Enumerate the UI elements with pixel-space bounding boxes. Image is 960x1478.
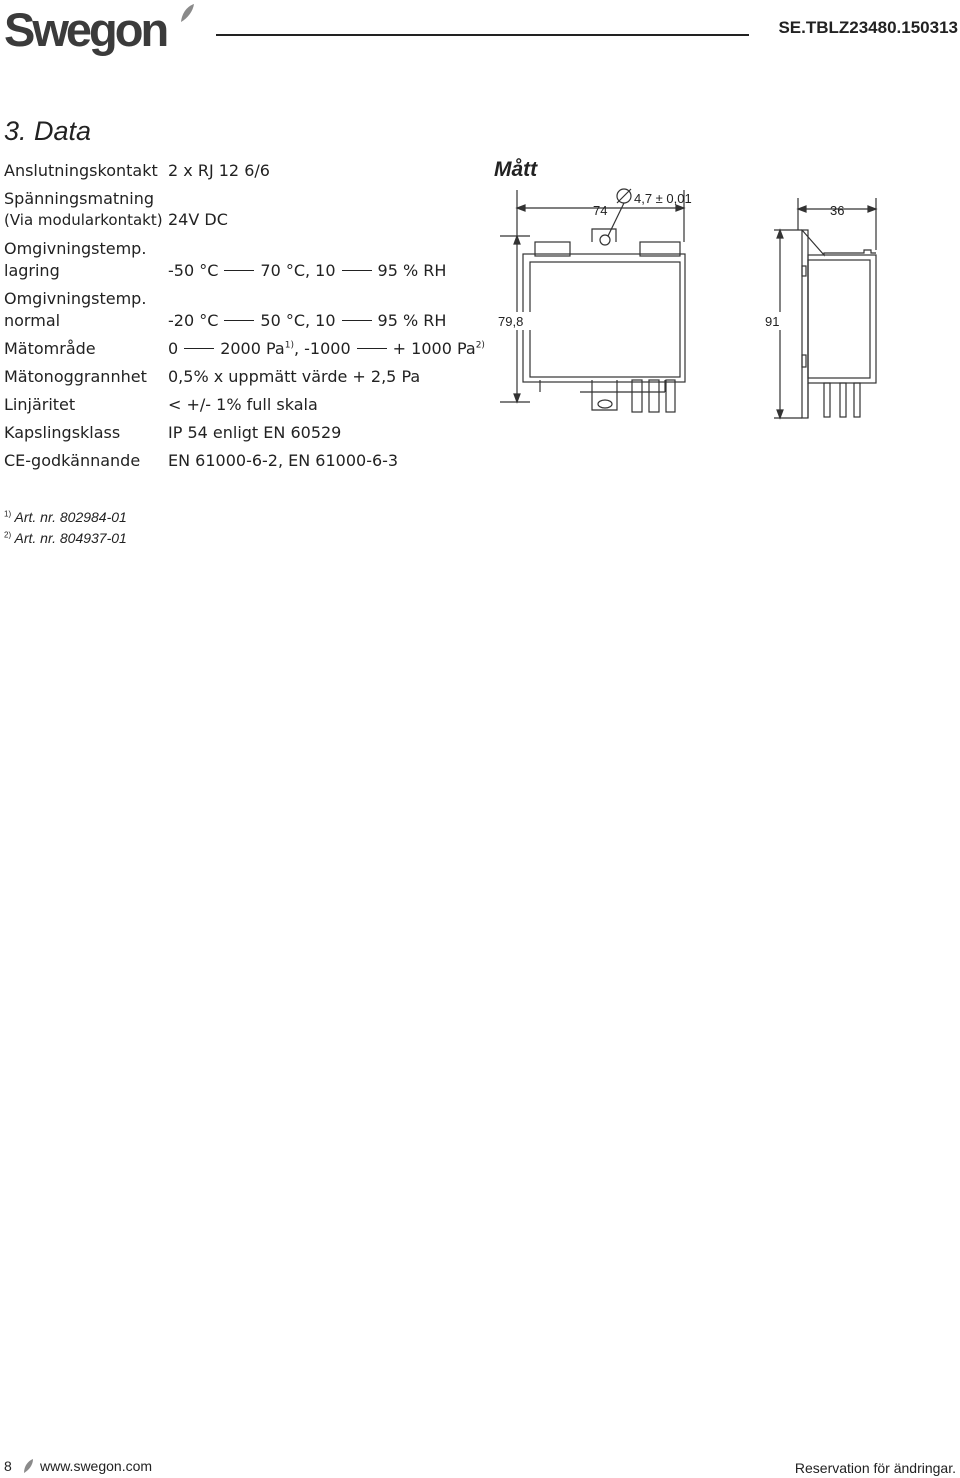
dim-side-height-label: 91 [765, 314, 780, 329]
section-title: 3. Data [4, 116, 92, 146]
website-link[interactable]: www.swegon.com [40, 1458, 153, 1474]
spec-label: Mätområde [4, 339, 96, 358]
spec-label: Mätonoggrannhet [4, 367, 147, 386]
spec-value: -50 °C 70 °C, 10 95 % RH [168, 261, 447, 280]
dim-front-height-label: 79,8 [498, 314, 524, 329]
footnote: $^{1)}$ Art. nr. 802984-01 [4, 509, 127, 525]
leaf-icon [22, 1458, 34, 1474]
spec-label-sub: (Via modularkontakt) [4, 211, 163, 229]
spec-label: Omgivningstemp. [4, 239, 147, 258]
dimension-drawing [490, 180, 910, 430]
spec-label: Anslutningskontakt [4, 161, 158, 180]
spec-value: 0 2000 Pa$^{1)}$, -1000 + 1000 Pa$^{2)}$ [168, 339, 485, 358]
spec-value: EN 61000-6-2, EN 61000-6-3 [168, 451, 399, 470]
spec-value: IP 54 enligt EN 60529 [168, 423, 342, 442]
spec-value: 0,5% x uppmätt värde + 2,5 Pa [168, 367, 421, 386]
spec-label: Linjäritet [4, 395, 76, 414]
footer-note: Reservation för ändringar. [794, 1460, 956, 1476]
dimensions-title: Mått [494, 158, 538, 181]
spec-label-sub: lagring [4, 261, 60, 280]
spec-value: < +/- 1% full skala [168, 395, 318, 414]
spec-label: CE-godkännande [4, 451, 141, 470]
spec-value: 24V DC [168, 210, 228, 229]
dim-width-label: 74 [593, 203, 608, 218]
page-number: 8 [4, 1458, 12, 1474]
footnote: $^{2)}$ Art. nr. 804937-01 [4, 530, 127, 546]
spec-value: 2 x RJ 12 6/6 [168, 161, 270, 180]
dim-depth-label: 36 [830, 203, 845, 218]
spec-label: Spänningsmatning [4, 189, 155, 208]
header-rule [216, 34, 749, 36]
document-code: SE.TBLZ23480.150313 [778, 18, 958, 37]
leaf-icon [178, 2, 196, 24]
dim-hole-label: 4,7 ± 0,01 [634, 191, 692, 206]
spec-label: Omgivningstemp. [4, 289, 147, 308]
spec-label-sub: normal [4, 311, 61, 330]
spec-label: Kapslingsklass [4, 423, 121, 442]
spec-value: -20 °C 50 °C, 10 95 % RH [168, 311, 447, 330]
swegon-logo: Swegon [4, 3, 167, 56]
